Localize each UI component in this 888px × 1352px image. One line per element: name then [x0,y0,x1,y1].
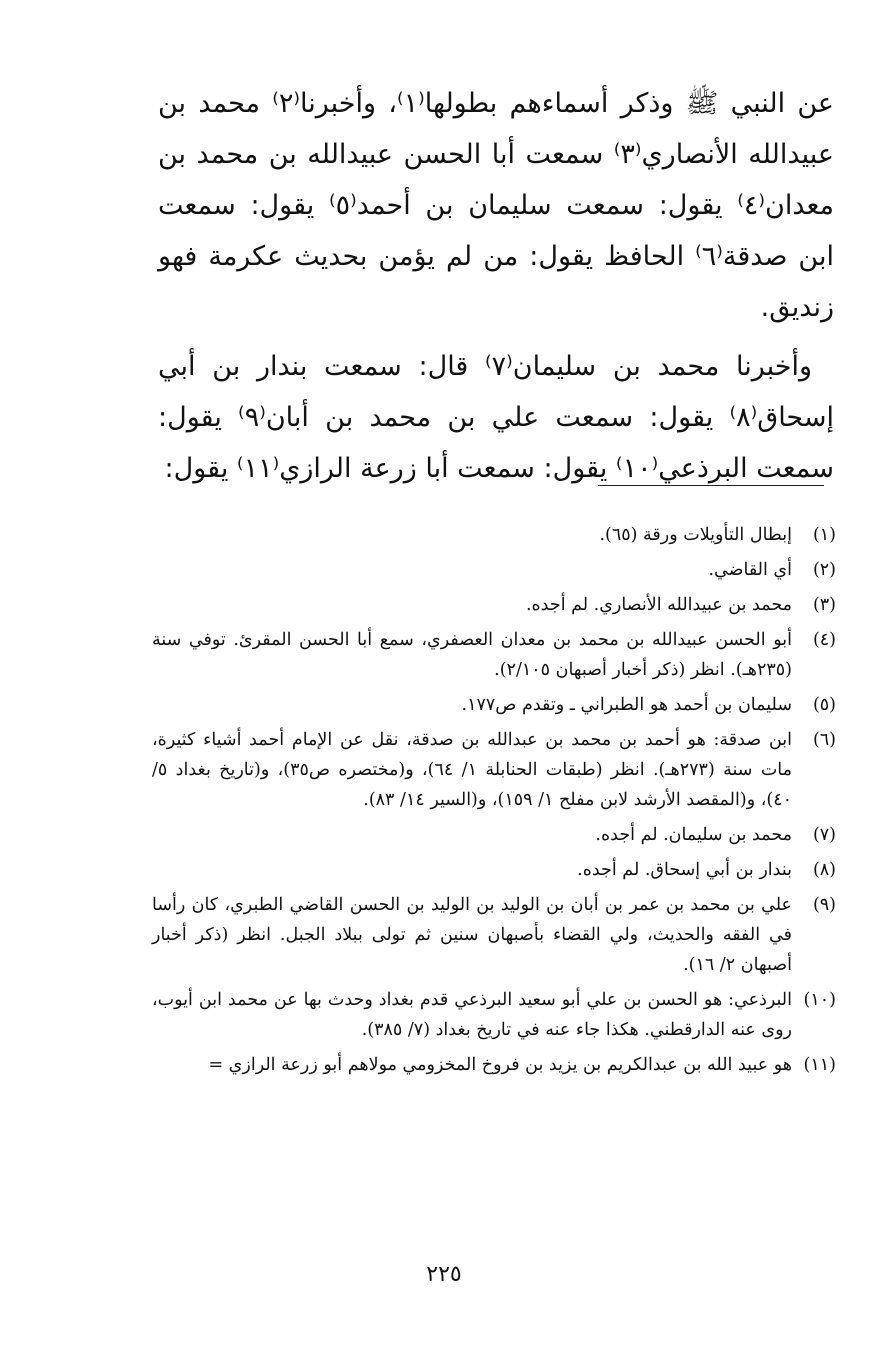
footnote-number: (١) [812,525,836,545]
footnote-item [152,590,836,620]
footnote-number: (٨) [812,860,836,880]
footnote-number: (٢) [812,560,836,580]
footnote-item [152,555,836,585]
footnote-item [152,890,836,980]
footnote-text: البرذعي: هو الحسن بن علي أبو سعيد البرذعي قدم بغداد وحدث بها عن محمد ابن أيوب، روى عنه الدارقطني. هكذا جاء عنه في تاريخ بغداد (٧/ ٣٨٥). [152,990,792,1040]
footnote-item [152,690,836,720]
footnote-number: (١٠) [803,990,836,1010]
footnote-number: (١١) [803,1055,836,1075]
footnote-number: (٦) [812,730,836,750]
main-text [158,78,834,494]
footnote-text: سليمان بن أحمد هو الطبراني ـ وتقدم ص١٧٧. [461,695,792,715]
footnote-text: بندار بن أبي إسحاق. لم أجده. [577,860,792,880]
main-paragraph-2: وأخبرنا محمد بن سليمان⁽٧⁾ قال: سمعت بندار بن أبي إسحاق⁽٨⁾ يقول: سمعت علي بن محمد بن أبان⁽٩⁾ يقول: سمعت البرذعي⁽١٠⁾ يقول: سمعت أبا زرعة الرازي⁽١١⁾ يقول: [158,351,834,484]
footnote-item [152,820,836,850]
footnote-text: أي القاضي. [708,560,792,580]
footnote-item [152,855,836,885]
footnote-item [152,985,836,1045]
footnote-text: إبطال التأويلات ورقة (٦٥). [599,525,792,545]
footnote-divider [598,485,824,486]
footnote-text: ابن صدقة: هو أحمد بن محمد بن عبدالله بن صدقة، نقل عن الإمام أحمد أشياء كثيرة، مات سنة (٢٧٣هـ). انظر (طبقات الحنابلة ١/ ٦٤)، و(مختصره ص٣٥)، و(تاريخ بغداد ٥/ ٤٠)، و(المقصد الأرشد لابن مفلح ١/ ١٥٩)، و(السير ١٤/ ٨٣). [152,730,792,810]
footnotes [152,520,836,1085]
footnote-text: محمد بن عبيدالله الأنصاري. لم أجده. [525,595,792,615]
footnote-text: محمد بن سليمان. لم أجده. [595,825,792,845]
footnote-text: أبو الحسن عبيدالله بن محمد بن معدان العصفري، سمع أبا الحسن المقرئ. توفي سنة (٢٣٥هـ). انظر (ذكر أخبار أصبهان ٢/١٠٥). [152,630,792,680]
footnote-number: (٣) [812,595,836,615]
footnote-text: علي بن محمد بن عمر بن أبان بن الوليد بن الوليد بن الحسن القاضي الطبري، كان رأسا في الفقه والحديث، ولي القضاء بأصبهان سنين ثم تولى ببلاد الجبل. انظر (ذكر أخبار أصبهان ٢/ ١٦). [152,895,792,975]
footnote-number: (٧) [812,825,836,845]
footnote-item [152,520,836,550]
footnote-item [152,1050,836,1080]
footnote-item [152,725,836,815]
footnote-item [152,625,836,685]
footnote-number: (٥) [812,695,836,715]
main-paragraph-1: عن النبي ﷺ وذكر أسماءهم بطولها⁽١⁾، وأخبرنا⁽٢⁾ محمد بن عبيدالله الأنصاري⁽٣⁾ سمعت أبا الحسن عبيدالله بن محمد بن معدان⁽٤⁾ يقول: سمعت سليمان بن أحمد⁽٥⁾ يقول: سمعت ابن صدقة⁽٦⁾ الحافظ يقول: من لم يؤمن بحديث عكرمة فهو زنديق. [158,88,835,323]
page-number: ٢٢٥ [426,1262,462,1287]
footnote-number: (٤) [812,630,836,650]
footnote-text: هو عبيد الله بن عبدالكريم بن يزيد بن فروخ المخزومي مولاهم أبو زرعة الرازي = [208,1055,792,1075]
footnote-number: (٩) [812,895,836,915]
